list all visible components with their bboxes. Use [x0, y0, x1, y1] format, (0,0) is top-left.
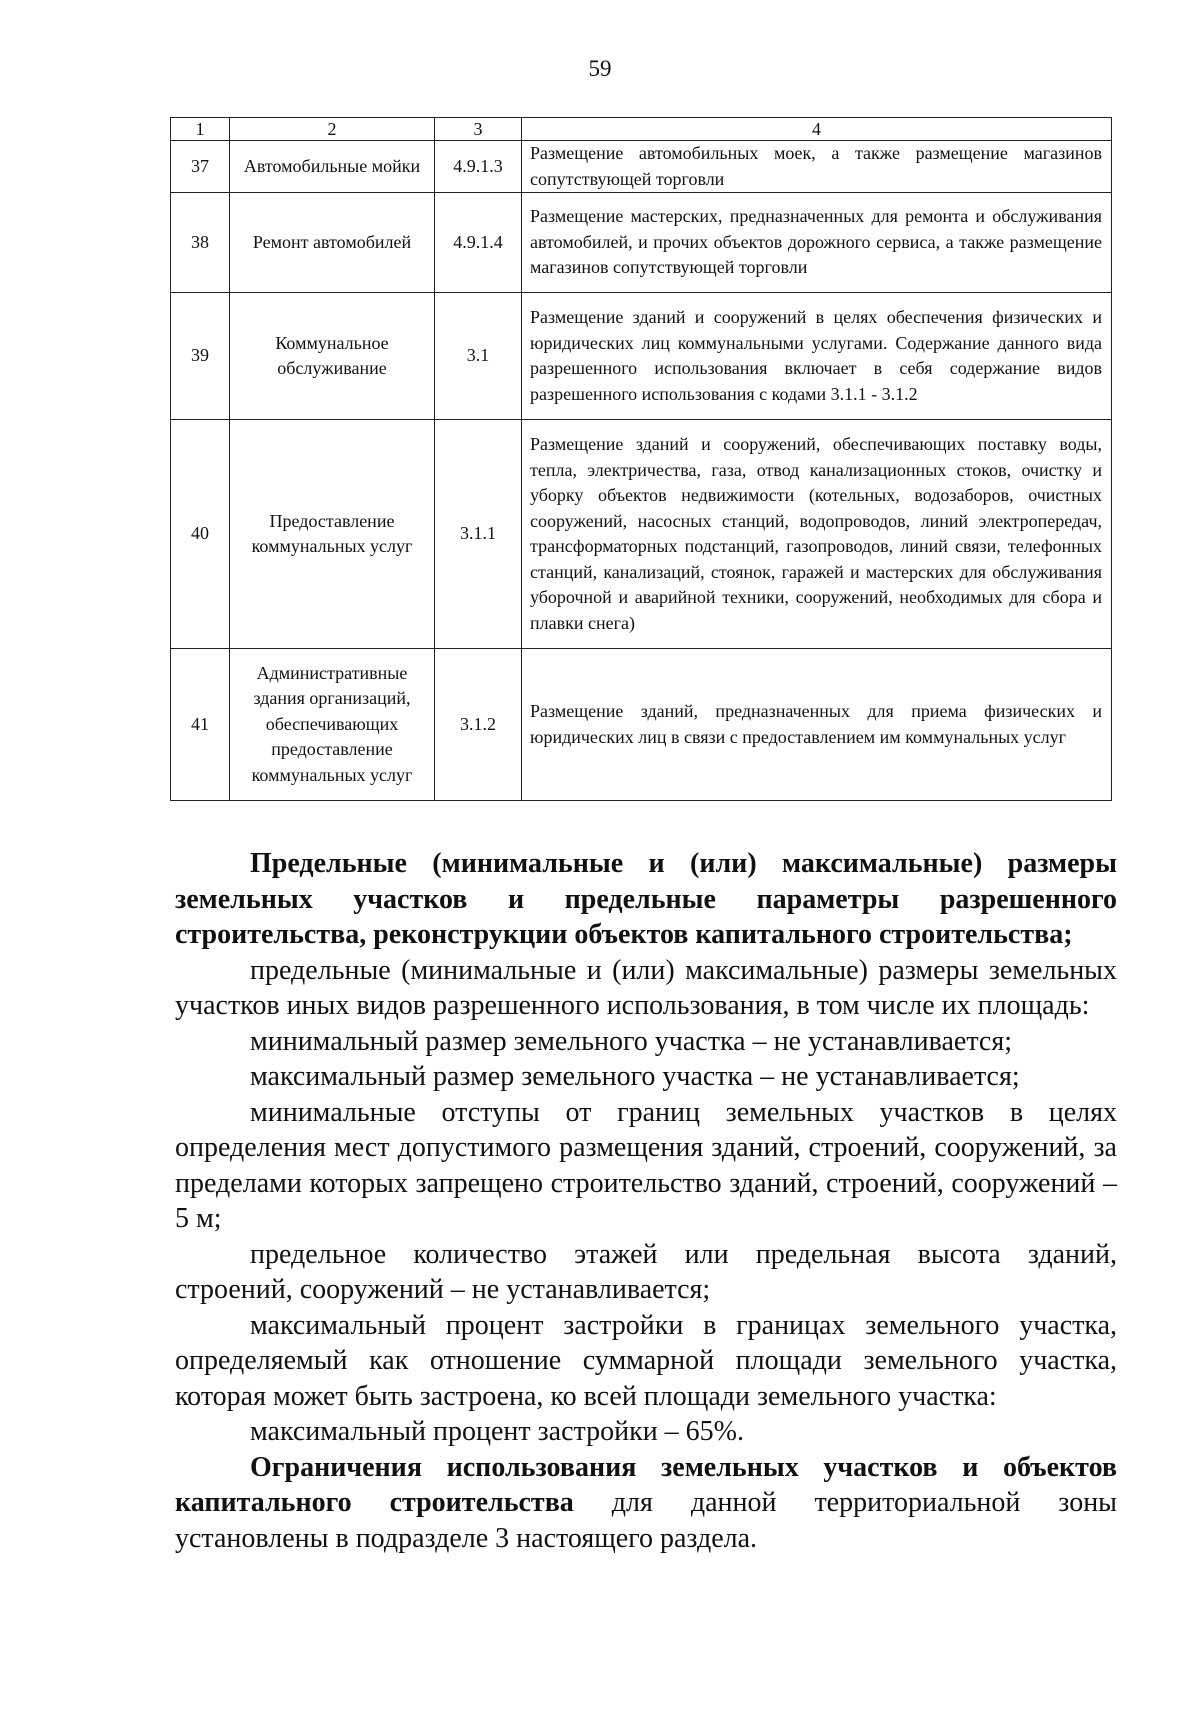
- column-header: 3: [435, 118, 522, 141]
- use-type-description: Размещение зданий и сооружений в целях обеспечения физических и юридических лиц коммунальными услугами. Содержание данного вида разрешенного использования включает в себя содержание видов разрешенного использования с кодами 3.1.1 - 3.1.2: [522, 293, 1112, 420]
- use-type-name: Административные здания организаций, обеспечивающих предоставление коммунальных услуг: [230, 649, 435, 801]
- restrictions-text: для данной территориальной зоны установлены в подразделе 3 настоящего раздела.: [175, 1487, 1117, 1554]
- table-row: [171, 141, 1112, 193]
- use-type-code: 4.9.1.3: [435, 141, 522, 193]
- section-heading: Предельные (минимальные и (или) максимальные) размеры земельных участков и предельные параметры разрешенного строительства, реконструкции объектов капитального строительства;: [175, 848, 1117, 950]
- row-number: 40: [171, 420, 230, 649]
- use-type-name: Ремонт автомобилей: [230, 193, 435, 293]
- column-header: 1: [171, 118, 230, 141]
- table-header-row: [171, 118, 1112, 141]
- paragraph: [175, 1450, 1117, 1557]
- row-number: 38: [171, 193, 230, 293]
- use-type-code: 3.1.2: [435, 649, 522, 801]
- use-type-code: 3.1.1: [435, 420, 522, 649]
- table-row: [171, 293, 1112, 420]
- use-type-description: Размещение мастерских, предназначенных для ремонта и обслуживания автомобилей, и прочих объектов дорожного сервиса, а также размещение магазинов сопутствующей торговли: [522, 193, 1112, 293]
- use-type-code: 4.9.1.4: [435, 193, 522, 293]
- use-type-description: Размещение зданий и сооружений, обеспечивающих поставку воды, тепла, электричества, газа, отвод канализационных стоков, очистку и уборку объектов недвижимости (котельных, водозаборов, очистных сооружений, насосных станций, водопроводов, линий электропередач, трансформаторных подстанций, газопроводов, линий связи, телефонных станций, канализаций, стоянок, гаражей и мастерских для обслуживания уборочной и аварийной техники, сооружений, необходимых для сбора и плавки снега): [522, 420, 1112, 649]
- row-number: 37: [171, 141, 230, 193]
- paragraph: минимальные отступы от границ земельных участков в целях определения мест допустимого размещения зданий, строений, сооружений, за пределами которых запрещено строительство зданий, строений, сооружений – 5 м;: [175, 1096, 1117, 1234]
- paragraph: максимальный процент застройки – 65%.: [250, 1416, 745, 1447]
- page-number: 59: [588, 56, 612, 81]
- restrictions-bold-text: Ограничения использования земельных участков и объектов капитального строительства: [175, 1451, 1117, 1518]
- paragraph: максимальный размер земельного участка – не устанавливается;: [250, 1061, 1020, 1092]
- table-row: [171, 649, 1112, 801]
- use-type-name: Автомобильные мойки: [230, 141, 435, 193]
- use-type-name: Коммунальное обслуживание: [230, 293, 435, 420]
- body-text: [175, 846, 1117, 1556]
- land-use-table: [170, 117, 1112, 801]
- row-number: 41: [171, 649, 230, 801]
- paragraph: предельное количество этажей или предельная высота зданий, строений, сооружений – не устанавливается;: [175, 1238, 1117, 1305]
- column-header: 2: [230, 118, 435, 141]
- use-type-description: Размещение автомобильных моек, а также размещение магазинов сопутствующей торговли: [522, 141, 1112, 193]
- paragraph: максимальный процент застройки в границах земельного участка, определяемый как отношение суммарной площади земельного участка, которая может быть застроена, ко всей площади земельного участка:: [175, 1309, 1117, 1412]
- use-type-code: 3.1: [435, 293, 522, 420]
- table-row: [171, 420, 1112, 649]
- row-number: 39: [171, 293, 230, 420]
- paragraph: минимальный размер земельного участка – не устанавливается;: [250, 1025, 1013, 1057]
- table-row: [171, 193, 1112, 293]
- use-type-name: Предоставление коммунальных услуг: [230, 420, 435, 649]
- column-header: 4: [522, 118, 1112, 141]
- use-type-description: Размещение зданий, предназначенных для приема физических и юридических лиц в связи с предоставлением им коммунальных услуг: [522, 649, 1112, 801]
- paragraph: предельные (минимальные и (или) максимальные) размеры земельных участков иных видов разрешенного использования, в том числе их площадь:: [175, 954, 1117, 1021]
